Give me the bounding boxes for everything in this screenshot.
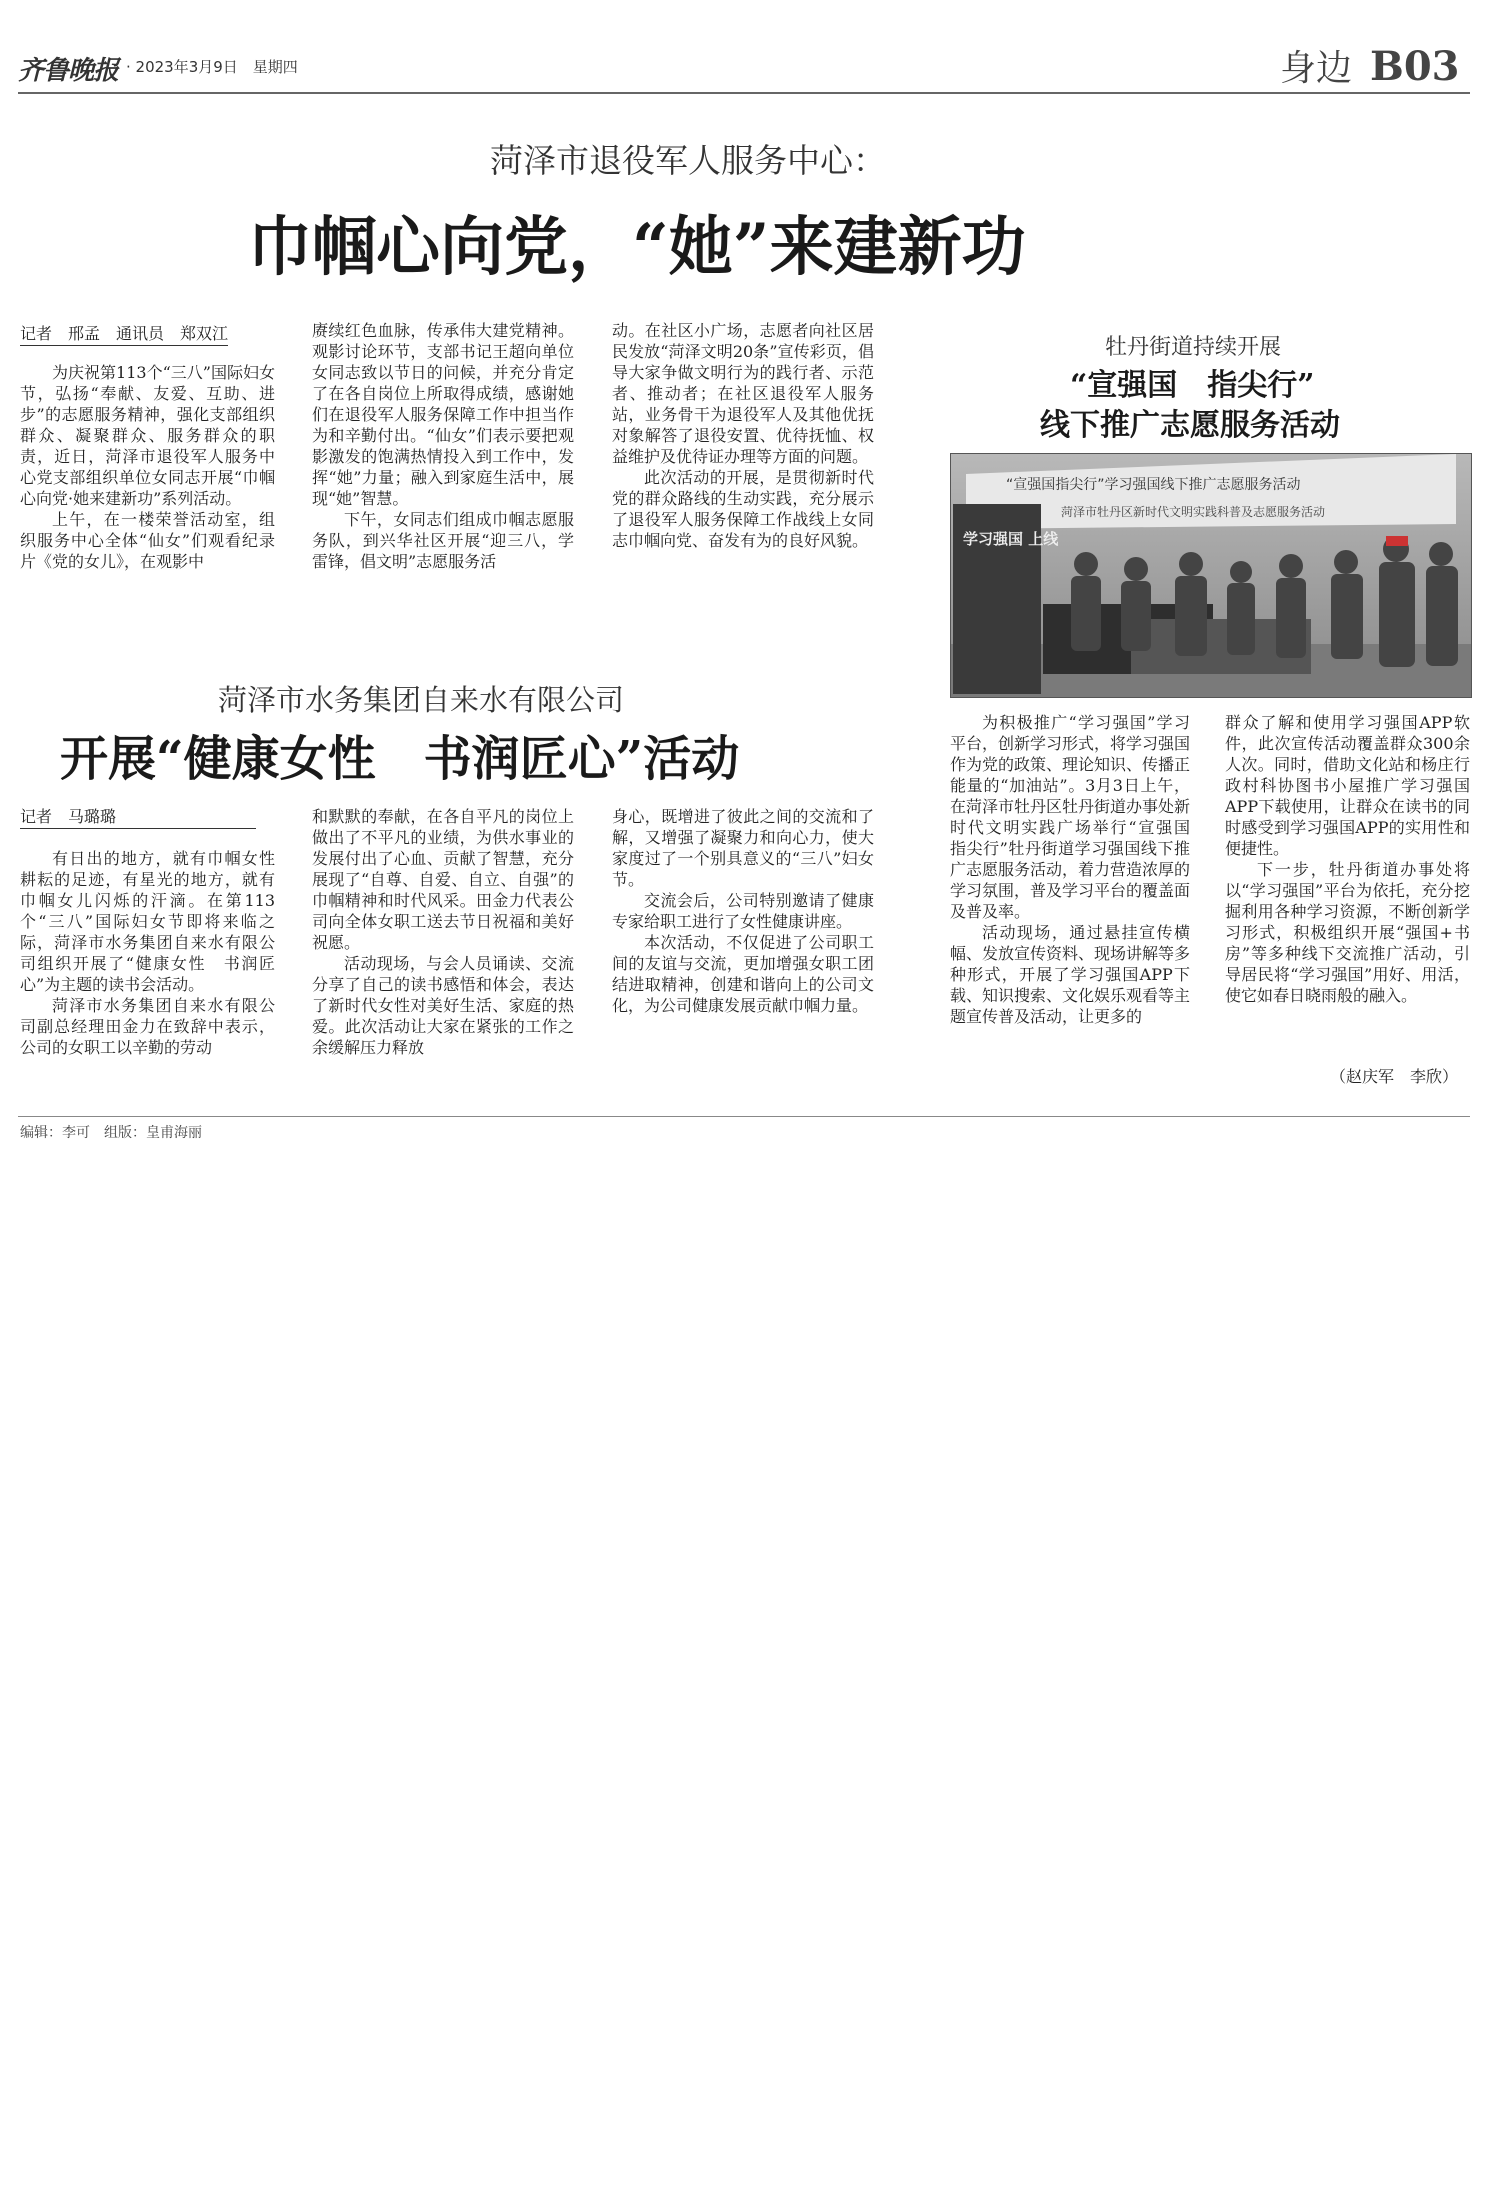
article1-byline: 记者 邢孟 通讯员 郑双江 [20, 323, 228, 346]
footer-rule [18, 1116, 1470, 1117]
paragraph: 交流会后，公司特别邀请了健康专家给职工进行了女性健康讲座。 [612, 891, 874, 931]
paragraph: 赓续红色血脉，传承伟大建党精神。观影讨论环节，支部书记王超向单位女同志致以节日的问候，并充分肯定了在各自岗位上所取得成绩，感谢她们在退役军人服务保障工作中担当作为和辛勤付出。“仙女”们表示要把观影激发的饱满热情投入到工作中，发挥“她”力量；融入到家庭生活中，展现“她”智慧。 [312, 321, 574, 508]
article2-column-1 [950, 712, 1207, 1027]
article2-headline-line2: 线下推广志愿服务活动 [1040, 408, 1340, 443]
article1-column-1 [20, 362, 275, 572]
paragraph: 此次活动的开展，是贯彻新时代党的群众路线的生动实践，充分展示了退役军人服务保障工作战线上女同志巾帼向党、奋发有为的良好风貌。 [612, 468, 874, 550]
paragraph: 动。在社区小广场，志愿者向社区居民发放“菏泽文明20条”宣传彩页，倡导大家争做文明行为的践行者、示范者、推动者；在社区退役军人服务站，业务骨干为退役军人及其他优抚对象解答了退役安置、优待抚恤、权益维护及优待证办理等方面的问题。 [612, 321, 874, 466]
paragraph: 和默默的奉献，在各自平凡的岗位上做出了不平凡的业绩，为供水事业的发展付出了心血、贡献了智慧，充分展现了“自尊、自爱、自立、自强”的巾帼精神和时代风采。田金力代表公司向全体女职工送去节日祝福和美好祝愿。 [312, 807, 574, 952]
article2-column-2 [1225, 712, 1470, 1006]
article3-byline: 记者 马璐璐 [20, 806, 256, 829]
article1-column-3 [612, 320, 874, 551]
article1-headline: 巾帼心向党，“她”来建新功 [248, 210, 1026, 285]
paragraph: 为庆祝第113个“三八”国际妇女节，弘扬“奉献、友爱、互助、进步”的志愿服务精神，强化支部组织群众、凝聚群众、服务群众的职责，近日，菏泽市退役军人服务中心党支部组织单位女同志开展“巾帼心向党·她来建新功”系列活动。 [20, 363, 275, 508]
paragraph: 上午，在一楼荣誉活动室，组织服务中心全体“仙女”们观看纪录片《党的女儿》，在观影中 [20, 510, 275, 571]
header-rule [18, 92, 1470, 94]
paragraph: 菏泽市水务集团自来水有限公司副总经理田金力在致辞中表示，公司的女职工以辛勤的劳动 [20, 996, 275, 1057]
paragraph: 身心，既增进了彼此之间的交流和了解，又增强了凝聚力和向心力，使大家度过了一个别具意义的“三八”妇女节。 [612, 807, 874, 889]
article2-signature: （赵庆军 李欣） [1330, 1067, 1459, 1086]
paragraph: 有日出的地方，就有巾帼女性耕耘的足迹，有星光的地方，就有巾帼女儿闪烁的汗滴。在第113个“三八”国际妇女节即将来临之际，菏泽市水务集团自来水有限公司组织开展了“健康女性 书润匠心”为主题的读书会活动。 [20, 849, 275, 994]
article3-column-3 [612, 806, 874, 1016]
issue-date: · 2023年3月9日 星期四 [126, 58, 298, 76]
photo-banner-text-2: 菏泽市牡丹区新时代文明实践科普及志愿服务活动 [1061, 505, 1326, 519]
photo-banner-text: “宣强国指尖行”学习强国线下推广志愿服务活动 [1006, 477, 1301, 493]
article3-headline: 开展“健康女性 书润匠心”活动 [60, 731, 740, 787]
section-label: 身边 [1280, 48, 1353, 89]
page-section [1280, 40, 1460, 91]
paragraph: 活动现场，与会人员诵读、交流分享了自己的读书感悟和体会，表达了新时代女性对美好生活、家庭的热爱。此次活动让大家在紧张的工作之余缓解压力释放 [312, 954, 574, 1057]
article3-column-1 [20, 848, 275, 1058]
paragraph: 本次活动，不仅促进了公司职工间的友谊与交流，更加增强女职工团结进取精神，创建和谐向上的公司文化，为公司健康发展贡献巾帼力量。 [612, 933, 874, 1015]
article2-kicker: 牡丹街道持续开展 [1105, 335, 1282, 360]
event-photo [950, 453, 1472, 698]
paragraph: 群众了解和使用学习强国APP软件，此次宣传活动覆盖群众300余人次。同时，借助文化站和杨庄行政村科协图书小屋推广学习强国APP下载使用，让群众在读书的同时感受到学习强国APP的实用性和便捷性。 [1225, 713, 1470, 858]
page-number: B03 [1370, 43, 1460, 90]
article1-column-2 [312, 320, 574, 572]
editor-credits: 编辑：李可 组版：皇甫海丽 [20, 1125, 202, 1141]
paragraph: 活动现场，通过悬挂宣传横幅、发放宣传资料、现场讲解等多种形式，开展了学习强国APP下载、知识搜索、文化娱乐观看等主题宣传普及活动，让更多的 [950, 923, 1191, 1026]
paragraph: 下午，女同志们组成巾帼志愿服务队，到兴华社区开展“迎三八，学雷锋，倡文明”志愿服务活 [312, 510, 574, 571]
paragraph: 下一步，牡丹街道办事处将以“学习强国”平台为依托，充分挖掘利用各种学习资源，不断创新学习形式，积极组织开展“强国+书房”等多种线下交流推广活动，引导居民将“学习强国”用好、用活，使它如春日晓雨般的融入。 [1225, 860, 1470, 1005]
article3-column-2 [312, 806, 574, 1058]
article2-headline-line1: “宣强国 指尖行” [1070, 368, 1315, 403]
photo-board-text: 学习强国 上线 [963, 530, 1059, 548]
article3-kicker: 菏泽市水务集团自来水有限公司 [218, 683, 625, 717]
article1-kicker: 菏泽市退役军人服务中心： [490, 141, 886, 180]
paragraph: 为积极推广“学习强国”学习平台，创新学习形式，将学习强国作为党的政策、理论知识、传播正能量的“加油站”。3月3日上午，在菏泽市牡丹区牡丹街道办事处新时代文明实践广场举行“宣强国 指尖行”牡丹街道学习强国线下推广志愿服务活动，着力营造浓厚的学习氛围，普及学习平台的覆盖面及普及率。 [950, 713, 1207, 921]
newspaper-logo: 齐鲁晚报 [18, 56, 119, 86]
